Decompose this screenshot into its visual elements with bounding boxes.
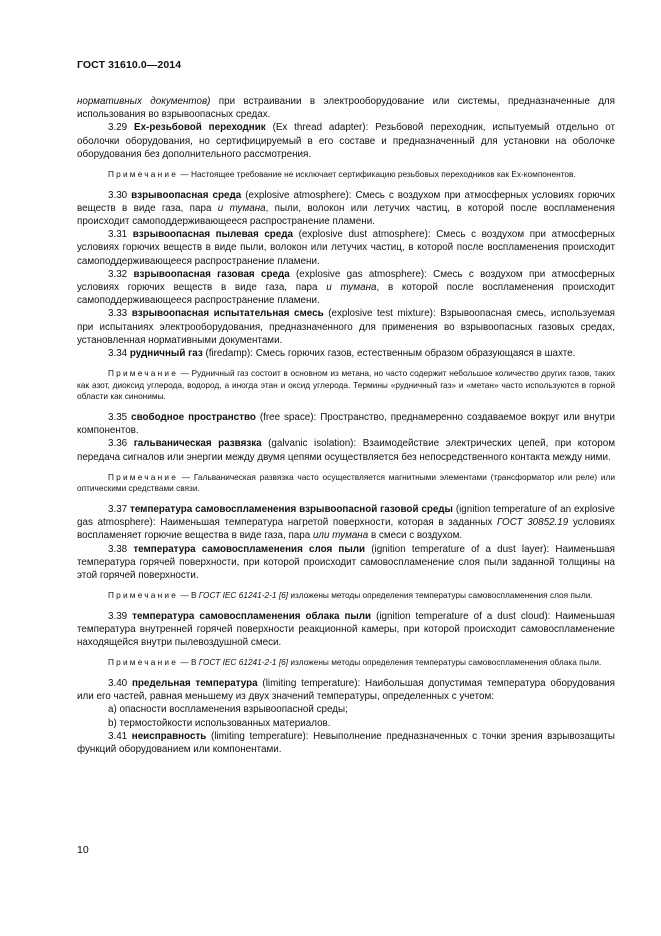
page-number: 10 [77, 844, 89, 856]
intro-paragraph: нормативных документов) при встраивании в электрооборудование или системы, предназначенные для использования во взрывоопасных средах. [77, 96, 616, 121]
note-3-29: Примечание — Настоящее требование не исключает сертификацию резьбовых переходников как Ex-компонентов. [108, 169, 576, 180]
term-3-33: 3.33 взрывоопасная испытательная смесь (explosive test mixture): Взрывоопасная смесь, используемая при испытаниях электрооборудования, предназначенного для применения во взрывоопасных газовых средах, установленная нормативными документами. [77, 308, 616, 346]
term-3-31: 3.31 взрывоопасная пылевая среда (explosive dust atmosphere): Смесь с воздухом при атмосферных условиях горючих веществ в виде пыли, волокон или летучих частиц, в которой после воспламенения происходит самоподдерживающееся распространение пламени. [77, 229, 615, 267]
term-3-38: 3.38 температура самовоспламенения слоя пыли (ignition temperature of a dust layer): Наименьшая температура горячей поверхности, при которой происходит самовоспламенение слоя пыли заданной толщины на этой горячей поверхности. [77, 543, 615, 582]
term-3-40: 3.40 предельная температура (limiting temperature): Наибольшая допустимая температура оборудования или его частей, равная меньшему из двух значений температуры, определенных с учетом: [77, 678, 615, 703]
term-3-32: 3.32 взрывоопасная газовая среда (explosive gas atmosphere): Смесь с воздухом при атмосферных условиях горючих веществ в виде газа, пара и тумана, в которой после воспламенения происходит самоподдерживающееся распространение пламени. [77, 268, 615, 307]
list-item: b) термостойкости использованных материалов. [108, 717, 331, 729]
list-item: a) опасности воспламенения взрывоопасной среды; [108, 704, 348, 716]
term-3-41: 3.41 неисправность (limiting temperature): Невыполнение предназначенных с точки зрения взрывозащиты функций оборудованием или компонентами. [77, 730, 615, 756]
term-3-29: 3.29 Ex-резьбовой переходник (Ex thread adapter): Резьбовой переходник, испытуемый отдельно от оболочки оборудования, но сертифицируемый в его составе и предназначенный для установки на оболочке оборудования без дополнительного рассмотрения. [77, 122, 615, 160]
note-3-38: Примечание — В ГОСТ IEC 61241-2-1 [6] изложены методы определения температуры самовоспламенения слоя пыли. [108, 590, 593, 601]
term-3-36: 3.36 гальваническая развязка (galvanic isolation): Взаимодействие электрических цепей, при котором передача сигналов или энергии между двумя цепями осуществляется без непосредственного контакта между ними. [77, 438, 615, 463]
term-3-39: 3.39 температура самовоспламенения облака пыли (ignition temperature of a dust cloud): Наименьшая температура внутренней горячей поверхности реакционной камеры, при которой происходит самовоспламенение находящейся внутри пылевоздушной смеси. [77, 610, 615, 649]
note-3-36: Примечание — Гальваническая развязка часто осуществляется магнитными элементами (трансформатор или реле) или оптическими средствами связи. [77, 471, 615, 494]
term-3-30: 3.30 взрывоопасная среда (explosive atmosphere): Смесь с воздухом при атмосферных условиях горючих веществ в виде газа, пара и тумана, пыли, волокон или летучих частиц, в которой после воспламенения происходит самоподдерживающееся распространение пламени. [77, 189, 615, 228]
note-3-34: Примечание — Рудничный газ состоит в основном из метана, но часто содержит небольшое количество других газов, таких как азот, диоксид углерода, водород, а иногда этан и оксид углерода. Термины «рудничный газ» и «метан» часто используются в горной области как синонимы. [77, 368, 615, 402]
term-3-34: 3.34 рудничный газ (firedamp): Смесь горючих газов, естественным образом образующаяся в шахте. [108, 348, 576, 360]
term-3-37: 3.37 температура самовоспламенения взрывоопасной газовой среды (ignition temperature of an explosive gas atmosphere): Наименьшая температура нагретой поверхности, которая в заданных ГОСТ 30852.19 условиях воспламеняет горючие вещества в виде газа, пара или тумана в смеси с воздухом. [77, 504, 615, 542]
note-3-39: Примечание — В ГОСТ IEC 61241-2-1 [6] изложены методы определения температуры самовоспламенения облака пыли. [108, 657, 602, 668]
term-3-35: 3.35 свободное пространство (free space): Пространство, преднамеренно создаваемое вокруг или внутри компонентов. [77, 412, 615, 437]
page-content [77, 95, 615, 756]
page-header: ГОСТ 31610.0—2014 [77, 59, 182, 71]
